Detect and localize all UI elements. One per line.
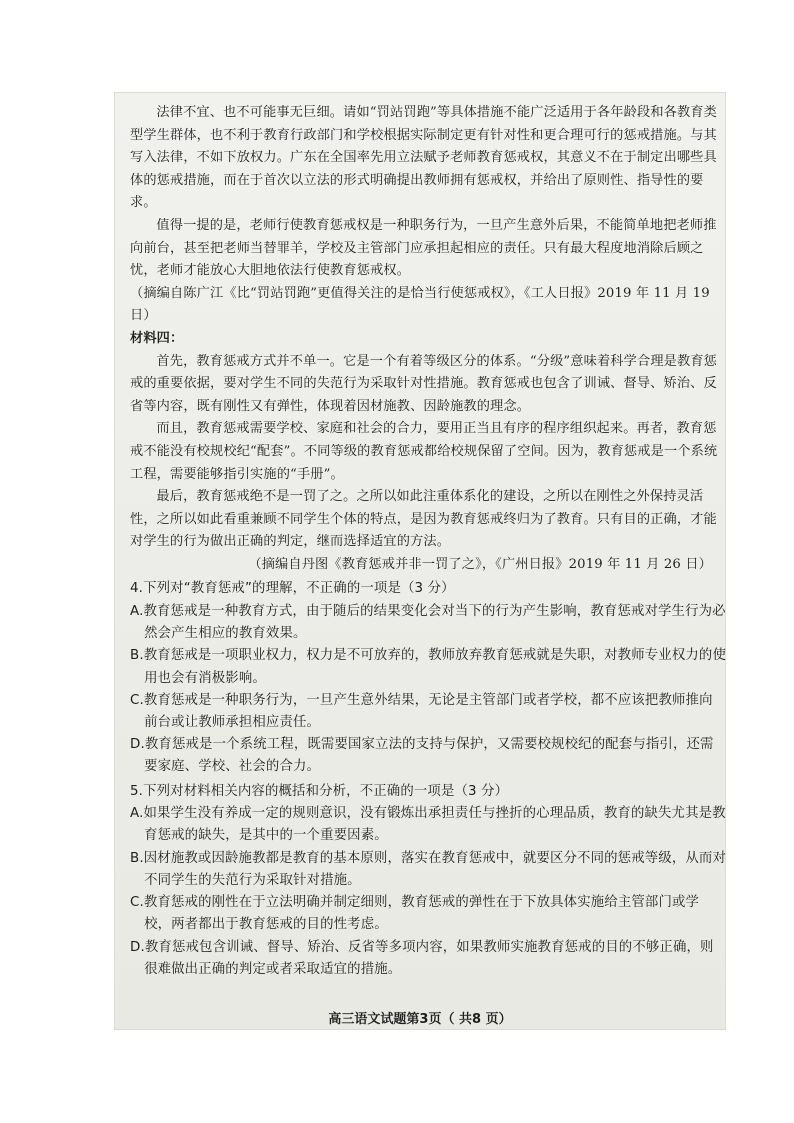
option-c: C.教育惩戒是一种职务行为，一旦产生意外结果，无论是主管部门或者学校，都不应该把教师推向前台或让教师承担相应责任。 <box>130 692 713 731</box>
passage-paragraph-4: 而且，教育惩戒需要学校、家庭和社会的合力，要用正当且有序的程序组织起来。再者，教育惩戒不能没有校规校纪“配套”。不同等级的教育惩戒都给校规保留了空间。因为，教育惩戒是一个系统工程，需要能够指引实施的“手册”。 <box>130 421 718 482</box>
page-footer: 高三语文试题第3页（ 共8 页） <box>328 1012 512 1027</box>
source-citation-4: （摘编自丹图《教育惩戒并非一罚了之》，《广州日报》2019 年 11 月 26 日） <box>248 556 712 572</box>
option-c: C.教育惩戒的刚性在于立法明确并制定细则，教育惩戒的弹性在于下放具体实施给主管部门或学校，两者都出于教育惩戒的目的性考虑。 <box>130 895 700 933</box>
option-d: D.教育惩戒包含训诫、督导、矫治、反省等多项内容，如果教师实施教育惩戒的目的不够正确，则很难做出正确的判定或者采取适宜的措施。 <box>130 939 714 977</box>
question-stem: 4.下列对“教育惩戒”的理解，不正确的一项是（3 分） <box>130 581 455 597</box>
question-stem: 5.下列对材料相关内容的概括和分析，不正确的一项是（3 分） <box>130 783 509 799</box>
option-a: A.教育惩戒是一种教育方式，由于随后的结果变化会对当下的行为产生影响，教育惩戒对学生行为必然会产生相应的教育效果。 <box>130 604 726 642</box>
option-b: B.因材施教或因龄施教都是教育的基本原则，落实在教育惩戒中，就要区分不同的惩戒等级，从而对不同学生的失范行为采取针对措施。 <box>130 850 726 888</box>
question-4 <box>130 578 726 778</box>
passage-paragraph-5: 最后，教育惩戒绝不是一罚了之。之所以如此注重体系化的建设，之所以在刚性之外保持灵活性，之所以如此看重兼顾不同学生个体的特点，是因为教育惩戒终归为了教育。只有目的正确，才能对学生的行为做出正确的判定，继而选择适宜的方法。 <box>130 489 717 550</box>
passage-paragraph-1: 法律不宜、也不可能事无巨细。请如“罚站罚跑”等具体措施不能广泛适用于各年龄段和各教育类型学生群体，也不利于教育行政部门和学校根据实际制定更有针对性和更合理可行的惩戒措施。与其写入法律，不如下放权力。广东在全国率先用立法赋予老师教育惩戒权，其意义不在于制定出哪些具体的惩戒措施，而在于首次以立法的形式明确提出教师拥有惩戒权，并给出了原则性、指导性的要求。 <box>130 105 718 211</box>
source-citation-3: （摘编自陈广江《比“罚站罚跑”更值得关注的是恰当行使惩戒权》，《工人日报》2019 年 11 月 19 日） <box>130 285 710 324</box>
passage-paragraph-2: 值得一提的是，老师行使教育惩戒权是一种职务行为，一旦产生意外后果，不能简单地把老师推向前台，甚至把老师当替罪羊，学校及主管部门应承担起相应的责任。只有最大程度地消除后顾之忧，老师才能放心大胆地依法行使教育惩戒权。 <box>130 217 717 279</box>
option-a: A.如果学生没有养成一定的规则意识，没有锻炼出承担责任与挫折的心理品质，教育的缺失尤其是教育惩戒的缺失，是其中的一个重要因素。 <box>130 806 726 844</box>
passage-paragraph-3: 首先，教育惩戒方式并不单一。它是一个有着等级区分的体系。“分级”意味着科学合理是教育惩戒的重要依据，要对学生不同的失范行为采取针对性措施。教育惩戒也包含了训诫、督导、矫治、反省等内容，既有刚性又有弹性，体现着因材施教、因龄施教的理念。 <box>130 353 718 414</box>
material-four-heading: 材料四： <box>130 330 184 346</box>
page-content <box>130 102 726 981</box>
option-d: D.教育惩戒是一个系统工程，既需要国家立法的支持与保护，又需要校规校纪的配套与指引，还需要家庭、学校、社会的合力。 <box>130 737 714 775</box>
option-b: B.教育惩戒是一项职业权力，权力是不可放弃的，教师放弃教育惩戒就是失职，对教师专业权力的使用也会有消极影响。 <box>130 648 726 686</box>
question-5 <box>130 781 726 981</box>
